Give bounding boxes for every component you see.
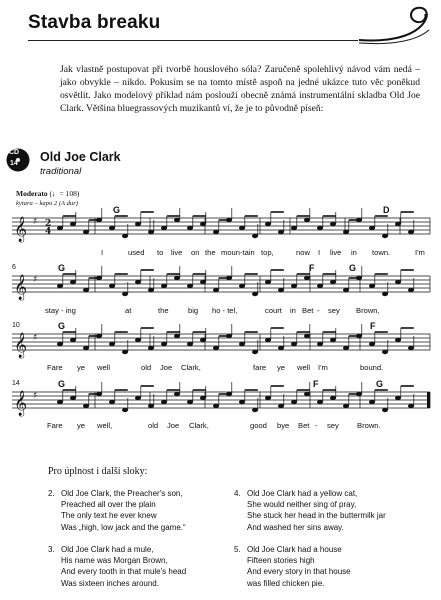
note-head (148, 404, 154, 408)
measure-number: 6 (12, 264, 16, 271)
note-head (304, 392, 310, 396)
chord-symbol: G (349, 263, 357, 273)
verse-line: Old Joe Clark had a mule, (61, 545, 154, 554)
lyric-syllable: court (265, 306, 282, 315)
verse-number: 2. (48, 489, 55, 498)
treble-clef-icon: 𝄞 (14, 333, 28, 358)
note-head (213, 404, 219, 408)
treble-clef-icon: 𝄞 (14, 275, 28, 300)
chord-symbol: G (58, 321, 66, 331)
note-head (200, 396, 206, 400)
lyric-syllable: ye (77, 421, 86, 430)
verse-line: Preached all over the plain (61, 500, 156, 510)
lyric-syllable: big (188, 306, 199, 315)
note-head (252, 350, 258, 354)
lyric-syllable: live (330, 248, 342, 257)
note-head (252, 292, 258, 296)
note-head (148, 288, 154, 292)
verse-line: Was „high, low jack and the game.“ (61, 522, 186, 532)
note-head (96, 276, 102, 280)
measure-number: 14 (12, 380, 20, 387)
note-head (161, 226, 167, 230)
note-head (161, 342, 167, 346)
note-head (265, 280, 271, 284)
note-head (122, 292, 128, 296)
note-head (343, 288, 349, 292)
note-head (304, 334, 310, 338)
lyric-syllable: bye (277, 421, 290, 430)
note-head (408, 404, 414, 408)
note-head (343, 404, 349, 408)
verse-block (48, 488, 223, 533)
verse-line: And every tooth in that mule's head (61, 567, 187, 577)
note-head (187, 284, 193, 288)
verse-line: She would neither sing of pray, (247, 500, 357, 510)
verse-line: was filled chicken pie. (247, 578, 325, 588)
lyric-syllable: fare (253, 363, 267, 372)
note-head (174, 334, 180, 338)
cd-track-number: 14 (10, 160, 18, 167)
note-head (265, 222, 271, 226)
note-head (109, 226, 115, 230)
lyric-syllable: I'm (318, 363, 328, 372)
note-head (369, 342, 375, 346)
page-title: Stavba breaku (28, 12, 161, 33)
lyric-syllable: at (125, 306, 132, 315)
song-title: Old Joe Clark (40, 150, 121, 164)
note-head (148, 346, 154, 350)
note-head (135, 396, 141, 400)
lyric-syllable: ye (77, 363, 86, 372)
note-head (343, 346, 349, 350)
note-head (330, 338, 336, 342)
treble-clef-icon: 𝄞 (14, 217, 28, 242)
note-head (200, 338, 206, 342)
lyric-syllable: sey (327, 421, 339, 430)
lyric-syllable: I'm (415, 248, 425, 257)
note-head (395, 280, 401, 284)
verse-line: She stuck her head in the buttermilk jar (247, 511, 386, 521)
note-head (57, 342, 63, 346)
note-head (278, 288, 284, 292)
final-barline (427, 392, 430, 408)
song-subtitle: traditional (40, 166, 82, 177)
note-head (109, 342, 115, 346)
lyric-syllable: well (97, 363, 111, 372)
lyric-syllable: the (205, 248, 216, 257)
note-head (83, 230, 89, 234)
note-head (369, 284, 375, 288)
verse-number: 3. (48, 545, 55, 554)
measure-number: 10 (12, 322, 20, 329)
chord-symbol: G (58, 263, 66, 273)
note-head (304, 276, 310, 280)
note-head (278, 404, 284, 408)
note-head (330, 280, 336, 284)
note-head (83, 404, 89, 408)
lyric-syllable: - (315, 421, 318, 430)
note-head (382, 234, 388, 238)
lyric-syllable: Brown. (357, 421, 381, 430)
note-head (135, 222, 141, 226)
note-head (395, 338, 401, 342)
lyric-syllable: old (148, 421, 159, 430)
verse-number: 4. (234, 489, 241, 498)
cd-label: CD (9, 149, 20, 156)
note-head (291, 400, 297, 404)
verse-line: Old Joe Clark had a yellow cat, (247, 489, 358, 498)
note-head (135, 280, 141, 284)
note-head (57, 226, 63, 230)
note-head (239, 226, 245, 230)
note-head (330, 222, 336, 226)
note-head (382, 408, 388, 412)
verse-block (234, 544, 439, 589)
note-head (109, 400, 115, 404)
lyric-syllable: ye (277, 363, 286, 372)
note-head (148, 230, 154, 234)
note-head (291, 284, 297, 288)
chord-symbol: D (383, 205, 390, 215)
note-head (57, 284, 63, 288)
note-head (187, 342, 193, 346)
note-head (96, 218, 102, 222)
verse-block (234, 488, 439, 533)
note-head (174, 392, 180, 396)
note-head (278, 346, 284, 350)
note-head (356, 392, 362, 396)
note-head (408, 230, 414, 234)
lyric-syllable: the (158, 306, 169, 315)
verse-line: And washed her sins away. (247, 522, 344, 532)
chord-symbol: F (313, 379, 319, 389)
note-head (135, 338, 141, 342)
note-head (343, 230, 349, 234)
lyric-syllable: good (250, 421, 267, 430)
note-head (200, 280, 206, 284)
lyric-syllable: in (290, 306, 296, 315)
note-head (122, 350, 128, 354)
lyric-syllable: Fare (47, 421, 63, 430)
note-head (57, 400, 63, 404)
chord-symbol: G (376, 379, 384, 389)
note-head (317, 226, 323, 230)
note-head (304, 218, 310, 222)
lyric-syllable: used (128, 248, 145, 257)
treble-clef-icon: 𝄞 (14, 391, 28, 416)
lyric-syllable: old (141, 363, 152, 372)
note-head (70, 280, 76, 284)
verses-heading: Pro úplnost i další sloky: (48, 466, 148, 477)
note-head (252, 234, 258, 238)
lyric-syllable: Clark, (181, 363, 201, 372)
note-head (96, 334, 102, 338)
note-head (213, 288, 219, 292)
lyric-syllable: Clark, (189, 421, 209, 430)
verse-line: The only text he ever knew (61, 511, 157, 521)
note-head (122, 408, 128, 412)
note-head (187, 400, 193, 404)
chord-symbol: G (113, 205, 121, 215)
lyric-syllable: top, (261, 248, 274, 257)
note-head (161, 284, 167, 288)
note-head (330, 396, 336, 400)
lyric-syllable: Bet (298, 421, 310, 430)
note-head (109, 284, 115, 288)
lyric-syllable: to (157, 248, 164, 257)
note-head (174, 276, 180, 280)
note-head (395, 396, 401, 400)
note-head (70, 222, 76, 226)
lyric-syllable: bound. (360, 363, 384, 372)
sharp-icon: ♯ (33, 217, 38, 227)
lyric-syllable: well, (97, 421, 113, 430)
lyric-syllable: ho - tel, (212, 306, 238, 315)
lyric-syllable: Brown, (356, 306, 380, 315)
lyric-syllable: stay - ing (45, 306, 76, 315)
lyric-syllable: Joe (167, 421, 180, 430)
note-head (356, 218, 362, 222)
lyric-syllable: Bet (302, 306, 314, 315)
lyric-syllable: town. (372, 248, 391, 257)
sharp-icon: ♯ (33, 333, 38, 343)
note-head (174, 218, 180, 222)
note-head (83, 346, 89, 350)
lyric-syllable: on (191, 248, 200, 257)
note-head (70, 338, 76, 342)
note-head (408, 288, 414, 292)
note-head (356, 276, 362, 280)
note-head (213, 346, 219, 350)
note-head (239, 284, 245, 288)
note-head (239, 342, 245, 346)
sharp-icon: ♯ (33, 275, 38, 285)
note-head (187, 226, 193, 230)
note-head (200, 222, 206, 226)
lyric-syllable: Fare (47, 363, 63, 372)
note-head (317, 342, 323, 346)
lyric-syllable: well (297, 363, 311, 372)
note-head (369, 400, 375, 404)
chord-symbol: F (370, 321, 376, 331)
note-head (317, 400, 323, 404)
note-head (239, 400, 245, 404)
note-head (356, 334, 362, 338)
chord-symbol: F (309, 263, 315, 273)
lyric-syllable: in (351, 248, 357, 257)
sharp-icon: ♯ (33, 391, 38, 401)
chord-symbol: G (58, 379, 66, 389)
note-head (369, 226, 375, 230)
tempo-marking: Moderato (♩= 108) (16, 189, 80, 198)
verse-line: His name was Morgan Brown, (61, 556, 168, 566)
note-head (213, 230, 219, 234)
note-head (96, 392, 102, 396)
lyric-syllable: now (296, 248, 310, 257)
note-head (252, 408, 258, 412)
note-head (382, 292, 388, 296)
lyric-syllable: live (171, 248, 183, 257)
note-head (122, 234, 128, 238)
note-head (265, 396, 271, 400)
verse-line: Old Joe Clark had a house (247, 545, 342, 554)
verse-line: Fifteen stories high (247, 556, 315, 566)
note-head (83, 288, 89, 292)
note-head (382, 350, 388, 354)
lyric-syllable: sey (328, 306, 340, 315)
verse-line: And every story in that house (247, 567, 351, 577)
time-signature: 4 (45, 227, 52, 237)
note-head (226, 392, 232, 396)
note-head (395, 222, 401, 226)
note-head (161, 400, 167, 404)
lyric-syllable: moun-tain (221, 248, 255, 257)
verse-block (48, 544, 223, 589)
verse-line: Was sixteen inches around. (61, 578, 159, 588)
note-head (226, 334, 232, 338)
note-head (226, 276, 232, 280)
time-signature: 2 (45, 219, 52, 229)
note-head (317, 284, 323, 288)
note-head (226, 218, 232, 222)
lyric-syllable: Joe (160, 363, 173, 372)
lyric-syllable: I (318, 248, 321, 257)
note-head (278, 230, 284, 234)
note-head (291, 226, 297, 230)
verse-line: Old Joe Clark, the Preacher's son, (61, 489, 183, 498)
verse-number: 5. (234, 545, 241, 554)
intro-paragraph: Jak vlastně postupovat při tvorbě houslového sóla? Zaručeně spolehlivý návod vám nedá – jako obvykle – nikdo. Pokusím se na tomto místě aspoň na jedné ukázce tuto věc poněkud osvětlit. Jako modelový příklad nám poslouží obecně známá instrumentální skladba Old Joe Clark. Většina bluegrassových muzikantů ví, že je to původně píseň: (60, 64, 420, 114)
capo-note: kytara – kapo 2 (A dur) (16, 200, 78, 207)
note-head (265, 338, 271, 342)
note-head (70, 396, 76, 400)
lyric-syllable: - (317, 306, 320, 315)
note-head (291, 342, 297, 346)
note-head (408, 346, 414, 350)
lyric-syllable: I (101, 248, 104, 257)
